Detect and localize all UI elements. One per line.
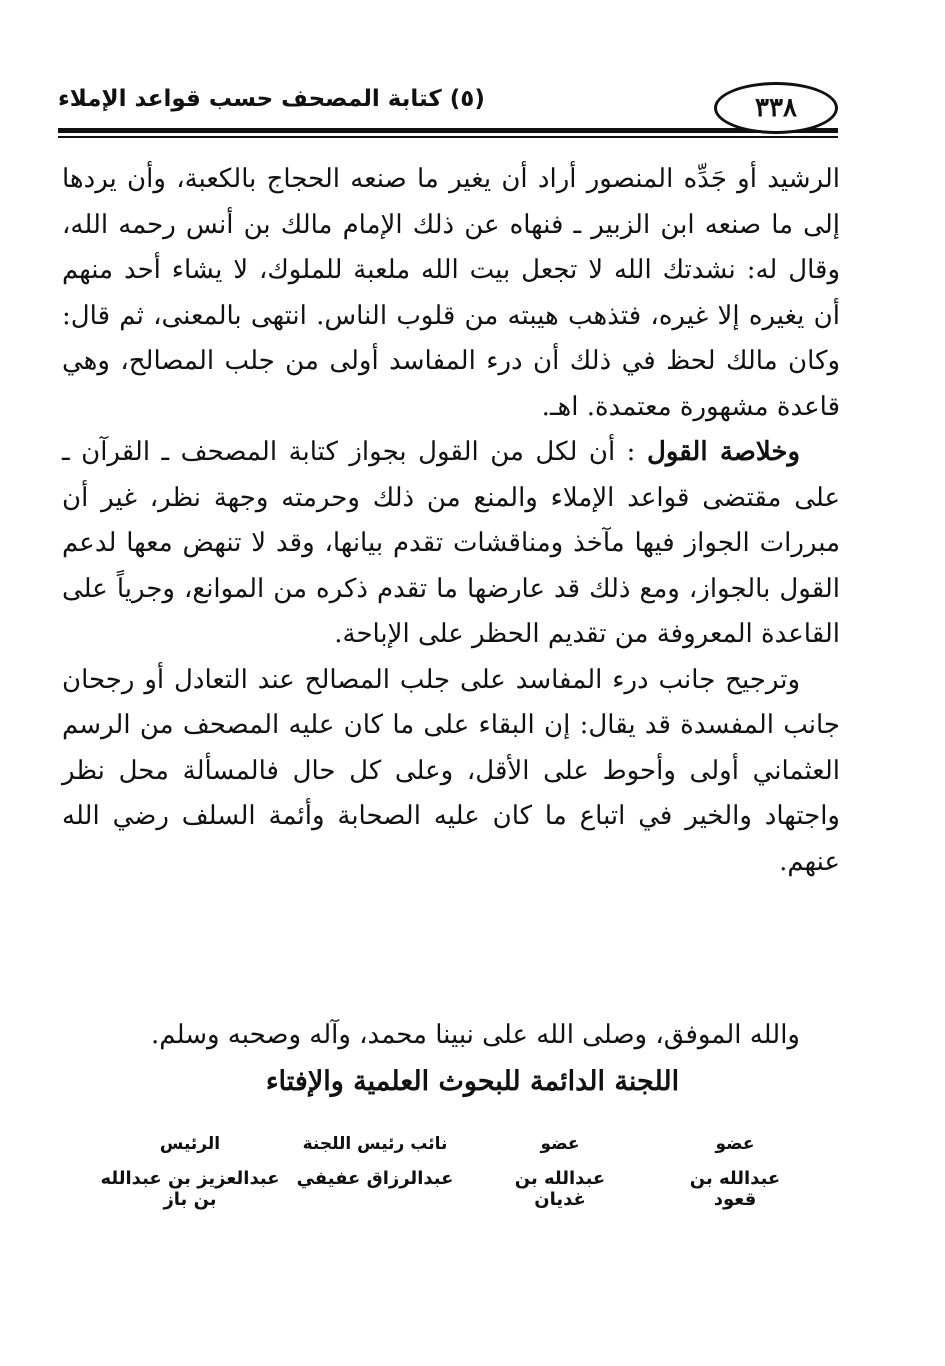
signatory-role: عضو [715,1134,755,1154]
summary-heading: وخلاصة القول [646,437,801,467]
page-header [58,82,838,142]
signatory-role: الرئيس [159,1134,221,1154]
paragraph-3: وترجيح جانب درء المفاسد على جلب المصالح عند التعادل أو رجحان جانب المفسدة قد يقال: إن البقاء على ما كان عليه المصحف من الرسم العثماني أولى وأحوط على الأقل، وعلى كل حال فالمسألة محل نظر واجتهاد والخير في اتباع ما كان عليه الصحابة وأئمة السلف رضي الله عنهم. [62,664,840,877]
paragraph-1: الرشيد أو جَدِّه المنصور أراد أن يغير ما صنعه الحجاج بالكعبة، وأن يردها إلى ما صنعه ابن الزبير ـ فنهاه عن ذلك الإمام مالك بن أنس رحمه الله، وقال له: نشدتك الله لا تجعل بيت الله ملعبة للملوك، لا يشاء أحد منهم أن يغيره إلا غيره، فتذهب هيبته من قلوب الناس. انتهى بالمعنى، ثم قال: وكان مالك لحظ في ذلك أن درء المفاسد أولى من جلب المصالح، وهي قاعدة مشهورة معتمدة. اهـ. [62,164,840,422]
paragraph-2-text: : أن لكل من القول بجواز كتابة المصحف ـ القرآن ـ على مقتضى قواعد الإملاء والمنع من ذلك وحرمته وجهة نظر، غير أن مبررات الجواز فيها مآخذ ومناقشات تقدم بيانها، وقد لا تنهض معها لدعم القول بالجواز، ومع ذلك قد عارضها ما تقدم ذكره من الموانع، وجرياً على القاعدة المعروفة من تقديم الحظر على الإباحة. [62,437,840,649]
signatory-member-2 [490,1134,630,1210]
closing-line: والله الموفق، وصلى الله على نبينا محمد، وآله وصحبه وسلم. [151,1020,800,1050]
paragraph-2 [62,430,840,658]
signatory-member-1 [670,1134,800,1210]
running-title: (٥) كتابة المصحف حسب قواعد الإملاء [58,86,485,112]
signatory-name: عبدالرزاق عفيفي [296,1168,454,1189]
header-rule-thick [58,128,838,133]
signatory-name: عبدالعزيز بن عبدالله بن باز [100,1168,280,1210]
header-rule-thin [58,136,838,138]
committee-title: اللجنة الدائمة للبحوث العلمية والإفتاء [265,1066,680,1097]
signatory-name: عبدالله بن قعود [689,1168,781,1210]
page-number: ٣٣٨ [714,82,838,134]
signatory-vice-chair [285,1134,465,1189]
signatory-role: عضو [540,1134,580,1154]
main-text [62,157,840,885]
signatory-name: عبدالله بن غديان [514,1168,606,1210]
signatories [100,1134,800,1214]
signatory-role: نائب رئيس اللجنة [302,1134,448,1154]
signatory-chair [90,1134,290,1210]
